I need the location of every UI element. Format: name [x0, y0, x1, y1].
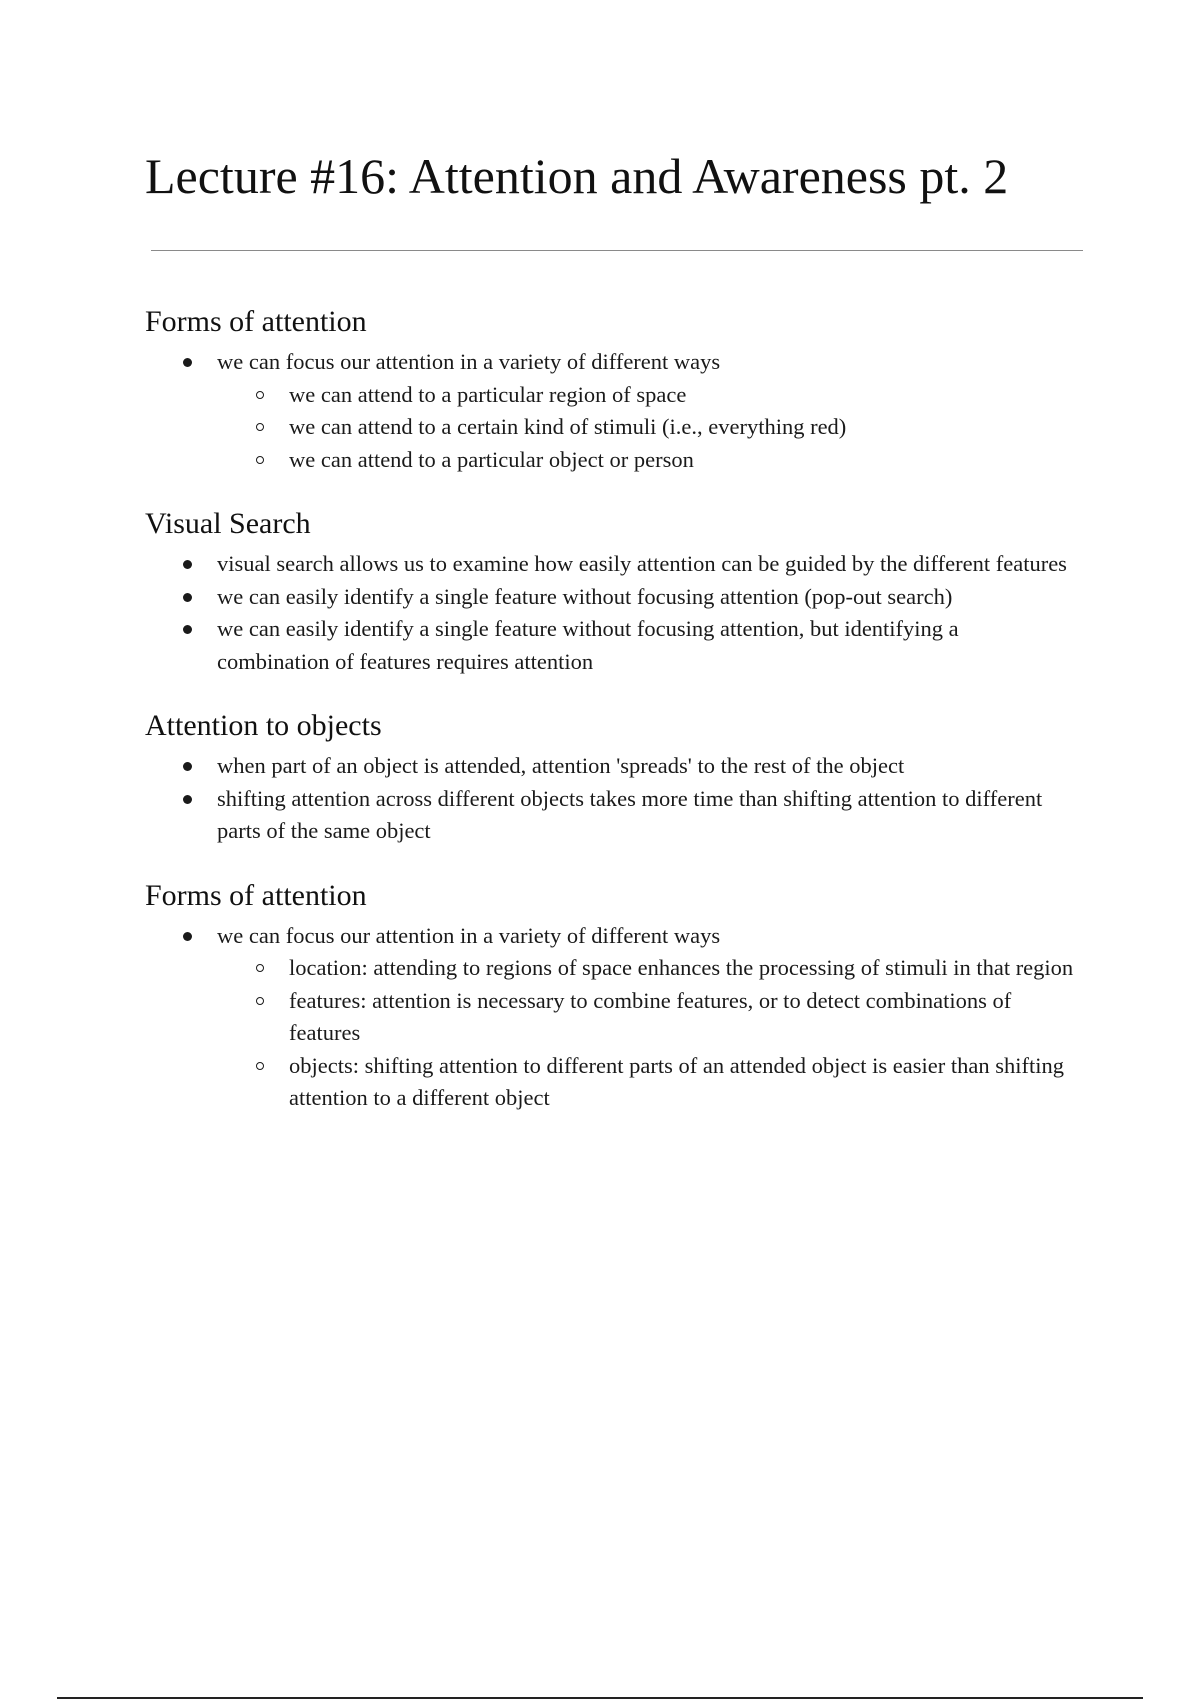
- bullet-item: [217, 548, 1075, 581]
- bullet-circle-icon: [256, 964, 264, 972]
- bullet-text: we can easily identify a single feature without focusing attention (pop-out search): [217, 583, 953, 609]
- section-heading: Forms of attention: [145, 878, 367, 912]
- document-body: [145, 298, 1075, 1115]
- section-visual-search: [145, 500, 1075, 678]
- bullet-dot-icon: [183, 932, 192, 941]
- section-heading: Forms of attention: [145, 305, 367, 338]
- sub-bullet-text: we can attend to a particular region of space: [289, 381, 687, 407]
- bullet-item: [217, 581, 1075, 614]
- sub-bullet-text: objects: shifting attention to different parts of an attended object is easier than shifting attention to a different object: [289, 1052, 1064, 1110]
- section-forms-of-attention: [145, 298, 1075, 476]
- sub-bullet-text: location: attending to regions of space enhances the processing of stimuli in that region: [289, 955, 1074, 980]
- bullet-circle-icon: [256, 423, 264, 431]
- bullet-circle-icon: [256, 997, 264, 1005]
- bullet-list: [145, 750, 1075, 848]
- sub-bullet-text: features: attention is necessary to combine features, or to detect combinations of features: [289, 987, 1012, 1045]
- bullet-circle-icon: [256, 456, 264, 464]
- section-forms-of-attention-summary: [145, 872, 1075, 1115]
- sub-bullet-list: [217, 379, 1075, 477]
- sub-bullet-text: we can attend to a particular object or person: [289, 446, 694, 472]
- bullet-item: [217, 346, 1075, 476]
- sub-bullet-item: [289, 985, 1075, 1050]
- bullet-dot-icon: [183, 762, 192, 771]
- sub-bullet-item: [289, 1050, 1075, 1115]
- section-heading: Visual Search: [145, 507, 311, 540]
- page-bottom-rule: [57, 1697, 1143, 1699]
- section-heading: Attention to objects: [145, 709, 382, 742]
- bullet-item: [217, 613, 1075, 678]
- sub-bullet-item: [289, 411, 1075, 444]
- sub-bullet-text: we can attend to a certain kind of stimuli (i.e., everything red): [289, 414, 847, 439]
- bullet-dot-icon: [183, 358, 192, 367]
- sub-bullet-list: [217, 952, 1075, 1115]
- bullet-item: [217, 783, 1075, 848]
- bullet-text: we can focus our attention in a variety of different ways: [217, 922, 721, 948]
- bullet-dot-icon: [183, 560, 192, 569]
- bullet-dot-icon: [183, 795, 192, 804]
- bullet-text: when part of an object is attended, attention 'spreads' to the rest of the object: [217, 753, 905, 778]
- bullet-item: [217, 920, 1075, 1115]
- bullet-circle-icon: [256, 1062, 264, 1070]
- bullet-item: [217, 750, 1075, 783]
- bullet-text: shifting attention across different objects takes more time than shifting attention to different parts of the same object: [217, 785, 1043, 843]
- bullet-list: [145, 346, 1075, 476]
- bullet-circle-icon: [256, 391, 264, 399]
- bullet-list: [145, 920, 1075, 1115]
- sub-bullet-item: [289, 444, 1075, 477]
- sub-bullet-item: [289, 952, 1075, 985]
- bullet-text: we can easily identify a single feature without focusing attention, but identifying a combination of features requires attention: [217, 616, 959, 674]
- bullet-dot-icon: [183, 625, 192, 634]
- bullet-dot-icon: [183, 593, 192, 602]
- title-divider: [151, 250, 1083, 251]
- bullet-text: visual search allows us to examine how easily attention can be guided by the different features: [217, 551, 1067, 576]
- section-attention-to-objects: [145, 702, 1075, 848]
- bullet-list: [145, 548, 1075, 678]
- sub-bullet-item: [289, 379, 1075, 412]
- document-title: Lecture #16: Attention and Awareness pt. 2: [145, 148, 1009, 204]
- bullet-text: we can focus our attention in a variety of different ways: [217, 349, 721, 374]
